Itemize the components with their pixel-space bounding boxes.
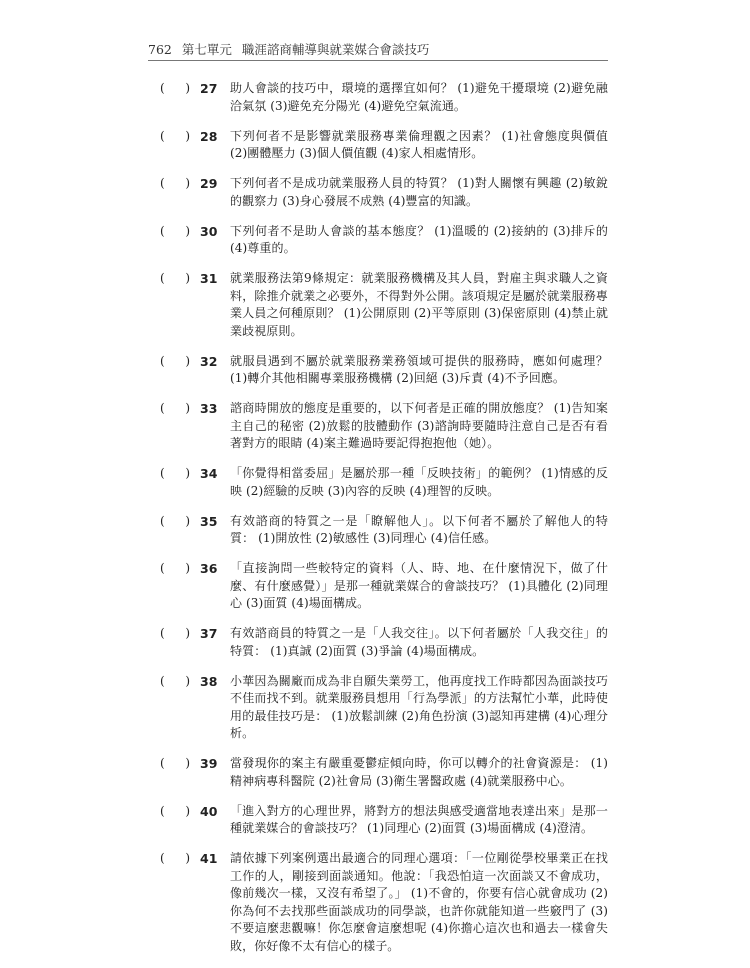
close-paren: ) [185, 271, 190, 285]
close-paren: ) [185, 128, 190, 143]
open-paren: ( [160, 803, 165, 818]
question-text: 「直接詢問一些較特定的資料（人、時、地、在什麼情況下，做了什麼、有什麼感覺）」是那一種就業媒合的會談技巧？ (1)具體化 (2)同理心 (3)面質 (4)場面構成。 [230, 561, 608, 610]
question-text: 請依據下列案例選出最適合的同理心選項：「一位剛從學校畢業正在找工作的人，剛接到面談通知。他說：「我恐怕這一次面談又不會成功，像前幾次一樣，又沒有希望了。」 (1)不會的，你要有信心就會成功 (2)你為何不去找那些面談成功的同學談，也許你就能知道一些竅門了 (3)不要這麼悲觀嘛！你怎麼會這麼想呢 (4)你擔心這次也和過去一樣會失敗，你好像不太有信心的樣子。 [230, 851, 608, 953]
open-paren: ( [160, 466, 165, 480]
close-paren: ) [185, 673, 190, 688]
question-item [148, 803, 608, 838]
close-paren: ) [185, 756, 190, 770]
question-text: 下列何者不是助人會談的基本態度？ (1)溫暖的 (2)接納的 (3)排斥的 (4)尊重的。 [230, 223, 608, 255]
page-number: 762 [148, 42, 172, 57]
chapter-title: 職涯諮商輔導與就業媒合會談技巧 [241, 42, 430, 57]
open-paren: ( [160, 756, 165, 770]
question-number: 34 [200, 466, 218, 481]
question-item [148, 128, 608, 163]
question-item [148, 80, 608, 115]
question-text: 當發現你的案主有嚴重憂鬱症傾向時，你可以轉介的社會資源是： (1)精神病專科醫院 (2)社會局 (3)衛生署醫政處 (4)就業服務中心。 [230, 756, 608, 788]
open-paren: ( [160, 673, 165, 688]
question-text: 下列何者不是成功就業服務人員的特質？ (1)對人關懷有興趣 (2)敏銳的觀察力 (3)身心發展不成熟 (4)豐富的知識。 [230, 176, 608, 208]
open-paren: ( [160, 401, 165, 415]
answer-blank [148, 353, 200, 371]
open-paren: ( [160, 81, 165, 95]
answer-blank [148, 850, 200, 868]
close-paren: ) [185, 81, 190, 95]
answer-blank [148, 400, 200, 418]
question-number: 30 [200, 223, 218, 239]
answer-blank [148, 175, 200, 193]
question-number: 35 [200, 513, 218, 529]
open-paren: ( [160, 176, 165, 190]
answer-blank [148, 755, 200, 773]
question-text: 有效諮商員的特質之一是「人我交往」。以下何者屬於「人我交往」的特質： (1)真誠 (2)面質 (3)爭論 (4)場面構成。 [230, 626, 608, 658]
question-text: 就業服務法第9條規定：就業服務機構及其人員，對雇主與求職人之資料，除推介就業之必要外，不得對外公開。該項規定是屬於就業服務專業人員之何種原則？ (1)公開原則 (2)平等原則 (3)保密原則 (4)禁止就業歧視原則。 [230, 271, 608, 338]
page-header [148, 40, 608, 58]
answer-blank [148, 673, 200, 691]
open-paren: ( [160, 223, 165, 238]
close-paren: ) [185, 176, 190, 190]
question-number: 37 [200, 626, 218, 641]
question-item [148, 755, 608, 790]
close-paren: ) [185, 223, 190, 238]
answer-blank [148, 803, 200, 821]
question-item [148, 850, 608, 955]
open-paren: ( [160, 353, 165, 368]
question-number: 39 [200, 756, 218, 771]
answer-blank [148, 465, 200, 483]
question-number: 36 [200, 561, 218, 576]
close-paren: ) [185, 561, 190, 575]
answer-blank [148, 270, 200, 288]
answer-blank [148, 80, 200, 98]
question-item [148, 625, 608, 660]
question-number: 38 [200, 673, 218, 689]
open-paren: ( [160, 626, 165, 640]
question-number: 28 [200, 128, 218, 144]
close-paren: ) [185, 401, 190, 415]
question-item [148, 465, 608, 500]
question-text: 諮商時開放的態度是重要的，以下何者是正確的開放態度？ (1)告知案主自己的秘密 (2)放鬆的肢體動作 (3)諮詢時要隨時注意自己是否有看著對方的眼睛 (4)案主難過時要記得抱抱他（她）。 [230, 401, 608, 450]
open-paren: ( [160, 561, 165, 575]
close-paren: ) [185, 513, 190, 528]
question-number: 32 [200, 353, 218, 369]
open-paren: ( [160, 128, 165, 143]
open-paren: ( [160, 513, 165, 528]
question-text: 下列何者不是影響就業服務專業倫理觀之因素？ (1)社會態度與價值 (2)團體壓力 (3)個人價值觀 (4)家人相處情形。 [230, 128, 608, 160]
question-number: 40 [200, 803, 218, 819]
answer-blank [148, 223, 200, 241]
answer-blank [148, 128, 200, 146]
answer-blank [148, 625, 200, 643]
question-number: 33 [200, 401, 218, 416]
close-paren: ) [185, 353, 190, 368]
question-item [148, 673, 608, 743]
question-text: 就服員遇到不屬於就業服務業務領域可提供的服務時，應如何處理？ (1)轉介其他相關專業服務機構 (2)回絕 (3)斥責 (4)不予回應。 [230, 353, 608, 385]
question-number: 41 [200, 851, 218, 866]
question-list [148, 80, 608, 968]
open-paren: ( [160, 851, 165, 865]
question-item [148, 400, 608, 453]
close-paren: ) [185, 626, 190, 640]
close-paren: ) [185, 851, 190, 865]
close-paren: ) [185, 803, 190, 818]
open-paren: ( [160, 271, 165, 285]
question-number: 29 [200, 176, 218, 191]
question-text: 小華因為關廠而成為非自願失業勞工，他再度找工作時都因為面談技巧不佳而找不到。就業服務員想用「行為學派」的方法幫忙小華，此時使用的最佳技巧是： (1)放鬆訓練 (2)角色扮演 (3)認知再建構 (4)心理分析。 [230, 673, 608, 740]
question-item [148, 223, 608, 258]
answer-blank [148, 513, 200, 531]
question-item [148, 175, 608, 210]
question-number: 31 [200, 271, 218, 286]
close-paren: ) [185, 466, 190, 480]
unit-label: 第七單元 [181, 42, 232, 57]
question-item [148, 353, 608, 388]
question-text: 有效諮商的特質之一是「瞭解他人」。以下何者不屬於了解他人的特質： (1)開放性 (2)敏感性 (3)同理心 (4)信任感。 [230, 513, 608, 545]
question-number: 27 [200, 81, 218, 96]
answer-blank [148, 560, 200, 578]
question-item [148, 560, 608, 613]
question-text: 助人會談的技巧中，環境的選擇宜如何？ (1)避免干擾環境 (2)避免融洽氣氛 (3)避免充分陽光 (4)避免空氣流通。 [230, 81, 608, 113]
question-item [148, 513, 608, 548]
header-divider [148, 60, 608, 61]
question-text: 「你覺得相當委屈」是屬於那一種「反映技術」的範例？ (1)情感的反映 (2)經驗的反映 (3)內容的反映 (4)理智的反映。 [230, 466, 608, 498]
question-text: 「進入對方的心理世界，將對方的想法與感受適當地表達出來」是那一種就業媒合的會談技巧？ (1)同理心 (2)面質 (3)場面構成 (4)澄清。 [230, 803, 608, 835]
question-item [148, 270, 608, 340]
